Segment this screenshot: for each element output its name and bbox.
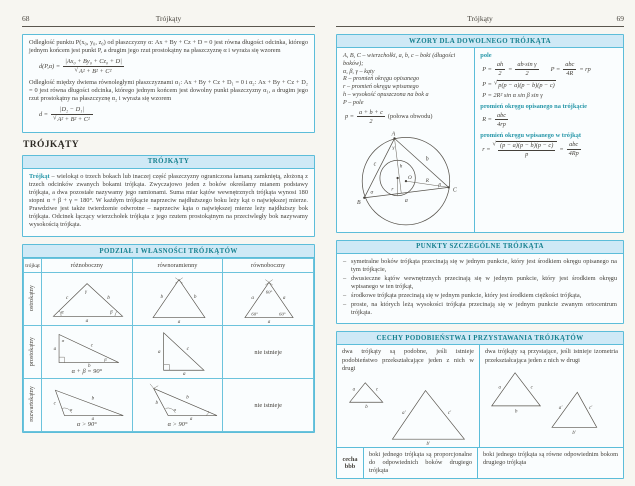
congruent-triangles-diagram bbox=[487, 367, 617, 437]
acute-isosceles-cell bbox=[132, 273, 223, 326]
radical-sign: √ bbox=[52, 114, 57, 122]
bullet-dash: – bbox=[343, 257, 347, 265]
svg-text:R: R bbox=[425, 177, 429, 184]
svg-text:a: a bbox=[498, 385, 501, 391]
svg-text:b′: b′ bbox=[426, 441, 430, 445]
classification-table bbox=[23, 258, 314, 432]
similarity-intro: dwa trójkąty są podobne, jeśli istnieje podobieństwo przekształcające jeden z nich w drugi bbox=[342, 348, 474, 372]
bullet-dash: – bbox=[343, 292, 347, 300]
page-left bbox=[22, 14, 315, 440]
svg-text:c: c bbox=[90, 341, 93, 348]
formulas-box bbox=[336, 34, 624, 233]
special-points-box bbox=[336, 240, 624, 325]
triangle-definition-title: TRÓJKĄTY bbox=[23, 156, 314, 169]
definition-text: – wielokąt o trzech bokach lub inaczej część płaszczyzny ograniczona łamaną zamkniętą, złożoną z trzech odcinków zwanych bokami trójkąta. Zwyczajowo jeden z boków określamy mianem podstawy trójkąta, a dwa pozostałe nazywamy jego ramionami. Suma miar kątów wewnętrznych trójkąta wynosi 180 stopni α + β + γ = 180°. W każdym trójkącie naprzeciw najdłuższego boku leży kąt o największej mierze. Prawdziwe jest także twierdzenie odwrotne – naprzeciw kąta o największej mierze leży najdłuższy bok trójkąta. Odcinek łączący wierzchołek trójkąta z jego rzutem prostokątnym na przeciwległy bok nazywamy wysokością trójkąta. bbox=[29, 172, 308, 229]
svg-text:β: β bbox=[104, 356, 107, 362]
svg-text:β: β bbox=[437, 182, 441, 189]
acute-isosceles-triangle-diagram bbox=[134, 274, 224, 324]
corner-cell: trójkąt bbox=[24, 259, 42, 273]
running-title-left: Trójkąty bbox=[155, 14, 182, 23]
row-header-acute: ostrokątny bbox=[24, 273, 42, 326]
svg-text:60°: 60° bbox=[279, 311, 286, 317]
plane-distance-box bbox=[22, 34, 315, 133]
svg-text:b: b bbox=[160, 294, 163, 301]
svg-text:a: a bbox=[251, 295, 255, 302]
svg-text:b′: b′ bbox=[571, 430, 576, 436]
page-number-left: 68 bbox=[22, 14, 30, 23]
svg-text:r: r bbox=[391, 186, 394, 193]
running-title-right: Trójkąty bbox=[467, 14, 493, 23]
svg-text:a: a bbox=[85, 318, 89, 324]
svg-text:O: O bbox=[407, 174, 412, 181]
svg-text:C: C bbox=[452, 187, 457, 194]
obtuse-isosceles-triangle-diagram bbox=[134, 383, 224, 421]
acute-equilateral-cell bbox=[223, 273, 314, 326]
svg-text:c: c bbox=[373, 161, 376, 168]
formulas-column bbox=[474, 48, 623, 232]
obtuse-scalene-caption: α > 90° bbox=[76, 421, 97, 429]
row-right bbox=[24, 326, 314, 379]
page-header-left bbox=[22, 14, 315, 27]
svg-text:b: b bbox=[155, 399, 158, 406]
svg-text:b: b bbox=[185, 393, 189, 400]
triangle-definition-box bbox=[22, 155, 315, 238]
right-scalene-caption: α + β = 90° bbox=[71, 368, 103, 376]
legend-line: P – pole bbox=[343, 98, 364, 106]
fraction bbox=[63, 58, 124, 75]
svg-text:a: a bbox=[283, 295, 286, 302]
obtuse-isosceles-caption: α > 90° bbox=[167, 421, 188, 429]
formula-lhs: p = bbox=[345, 113, 354, 121]
bbb-rule-row bbox=[337, 447, 623, 478]
fraction-numerator: |D₂ − D₁| bbox=[51, 106, 93, 115]
svg-text:a: a bbox=[177, 319, 180, 325]
obtuse-isosceles-cell bbox=[132, 379, 223, 432]
page-header-right bbox=[336, 14, 624, 27]
right-scalene-cell bbox=[42, 326, 133, 379]
svg-text:b: b bbox=[365, 404, 368, 410]
column-header-scalene: różnoboczny bbox=[42, 259, 133, 273]
circumradius-formula: R = $\frac{\text{abc}}{4rp}$ bbox=[482, 111, 507, 128]
column-header-equilateral: równoboczny bbox=[223, 259, 314, 273]
svg-text:c′: c′ bbox=[447, 410, 452, 416]
defined-term: Trójkąt bbox=[29, 172, 50, 180]
radicand: A² + B² + C² bbox=[57, 115, 90, 123]
svg-text:a: a bbox=[404, 197, 408, 204]
right-isosceles-triangle-diagram bbox=[134, 328, 224, 376]
svg-text:γ: γ bbox=[85, 290, 88, 296]
similarity-title: CECHY PODOBIEŃSTWA I PRZYSTAWANIA TRÓJKĄTÓW bbox=[337, 332, 623, 345]
obtuse-scalene-cell bbox=[42, 379, 133, 432]
bullet-dash: – bbox=[343, 301, 347, 309]
legend-line: h – wysokość opuszczona na bok a bbox=[343, 91, 429, 99]
svg-text:b: b bbox=[425, 155, 429, 162]
bullet-dash: – bbox=[343, 274, 347, 282]
half-perimeter-formula bbox=[345, 109, 470, 125]
fraction: $\frac{a + b + c}{2}$ bbox=[358, 108, 383, 125]
special-point-item: – dwusieczne kątów wewnętrznych przecinają się w jednym punkcie, który jest środkiem okręgu wpisanego w ten trójkąt, bbox=[343, 274, 617, 291]
incircle-circumcircle-diagram bbox=[348, 128, 466, 228]
svg-text:α: α bbox=[173, 406, 176, 412]
svg-text:c′: c′ bbox=[588, 405, 592, 411]
special-point-item: – środkowe trójkąta przecinają się w jednym punkcie, który jest środkiem ciężkości trójkąta, bbox=[343, 292, 582, 300]
bbb-rule-label: cecha bbb bbox=[337, 448, 364, 478]
svg-text:b: b bbox=[88, 362, 91, 368]
svg-text:b: b bbox=[193, 294, 197, 301]
area-formula-3: P = 2R² sin α sin β sin γ bbox=[482, 91, 543, 99]
bbb-congruence-rule: boki jednego trójkąta są równe odpowiednim bokom drugiego trójkąta bbox=[483, 450, 618, 466]
svg-text:c: c bbox=[53, 400, 56, 407]
svg-text:b: b bbox=[107, 295, 110, 302]
radical-sign: √ bbox=[74, 66, 78, 74]
svg-text:B: B bbox=[356, 199, 361, 206]
area-formula-1: P = $\frac{ah}{2}$ = $\frac{\text{ab·sin γ}}{2}$ P = $\frac{\text{abc}}{4R}$ = rp bbox=[482, 61, 591, 77]
svg-text:60°: 60° bbox=[266, 289, 273, 295]
svg-text:h: h bbox=[399, 163, 402, 170]
similar-triangles-diagram bbox=[343, 375, 473, 445]
svg-text:a: a bbox=[53, 345, 57, 352]
fraction-denominator bbox=[51, 115, 93, 123]
classification-box bbox=[22, 244, 315, 433]
radicand: A² + B² + C² bbox=[79, 67, 112, 75]
svg-text:a′: a′ bbox=[558, 405, 562, 411]
fraction-denominator bbox=[63, 67, 124, 75]
classification-header-row bbox=[24, 259, 314, 273]
inradius-formula: r = √ $\frac{(p - a)(p - b)(p - c)}{p}$ = $\frac{\text{abc}}{4Rp}$ bbox=[482, 140, 579, 158]
svg-text:c: c bbox=[375, 387, 379, 393]
svg-text:60°: 60° bbox=[251, 311, 259, 317]
svg-text:c: c bbox=[186, 346, 189, 353]
svg-text:γ: γ bbox=[392, 144, 395, 151]
radical-sign: √ bbox=[493, 79, 498, 87]
right-isosceles-cell bbox=[132, 326, 223, 379]
section-heading-triangles: TRÓJKĄTY bbox=[23, 139, 79, 150]
column-header-isosceles: równoramienny bbox=[132, 259, 223, 273]
fraction bbox=[51, 106, 93, 123]
point-plane-distance-formula bbox=[39, 58, 308, 75]
obtuse-equilateral-cell: nie istnieje bbox=[223, 379, 314, 432]
parallel-planes-distance-formula bbox=[39, 106, 308, 123]
legend-line: R – promień okręgu opisanego bbox=[343, 75, 420, 83]
svg-text:a: a bbox=[182, 371, 186, 377]
similarity-column bbox=[337, 345, 480, 446]
acute-scalene-cell bbox=[42, 273, 133, 326]
svg-text:c: c bbox=[65, 295, 69, 302]
classification-title: PODZIAŁ I WŁASNOŚCI TRÓJKĄTÓW bbox=[23, 245, 314, 258]
svg-text:a: a bbox=[189, 415, 193, 421]
svg-text:β: β bbox=[110, 310, 113, 316]
svg-text:a: a bbox=[352, 387, 356, 393]
area-heading: pole bbox=[480, 52, 492, 59]
equilateral-triangle-diagram bbox=[224, 274, 314, 324]
plane-distance-paragraph-1: Odległość punktu P(x₀, y₀, z₀) od płaszczyzny α: Ax + By + Cz + D = 0 jest równa długości odcinka, którego jednym końcem jest punkt P, a drugim jego rzut prostokątny na płaszczyznę α i wyraża się wzorem bbox=[29, 39, 308, 55]
special-point-item: – proste, na których leżą wysokości trójkąta przecinają się w jednym punkcie zwanym ortocentrum trójkąta. bbox=[343, 301, 617, 317]
svg-text:b: b bbox=[91, 394, 95, 401]
area-formula-2: P = √ p(p − a)(p − b)(p − c) bbox=[482, 79, 555, 89]
row-obtuse bbox=[24, 379, 314, 432]
svg-text:α: α bbox=[61, 337, 65, 343]
circumradius-heading: promień okręgu opisanego na trójkącie bbox=[480, 102, 588, 110]
formulas-legend-column bbox=[337, 48, 474, 232]
bbb-similarity-rule: boki jednego trójkąta są proporcjonalne do odpowiednich boków drugiego trójkąta bbox=[364, 448, 478, 478]
right-scalene-triangle-diagram bbox=[43, 330, 133, 368]
svg-text:a: a bbox=[91, 415, 95, 421]
row-header-obtuse: rozwartokątny bbox=[24, 379, 42, 432]
legend-line: α, β, γ – kąty bbox=[343, 67, 375, 75]
row-acute bbox=[24, 273, 314, 326]
svg-text:a: a bbox=[157, 349, 161, 356]
special-point-item: – symetralne boków trójkąta przecinają się w jednym punkcie, który jest środkiem okręgu opisanego na tym trójkącie, bbox=[343, 257, 617, 273]
congruence-intro: dwa trójkąty są przystające, jeśli istnieje izometria przekształcająca jeden z nich w drugi bbox=[485, 348, 618, 364]
formula-lhs: d = bbox=[39, 110, 48, 118]
formulas-title: WZORY DLA DOWOLNEGO TRÓJKĄTA bbox=[337, 35, 623, 48]
svg-text:A: A bbox=[391, 130, 395, 137]
special-points-title: PUNKTY SZCZEGÓLNE TRÓJKĄTA bbox=[337, 241, 623, 254]
svg-text:a′: a′ bbox=[402, 410, 406, 416]
row-header-right: prostokątny bbox=[24, 326, 42, 379]
plane-distance-paragraph-2: Odległość między dwiema równoległymi płaszczyznami α₁: Ax + By + Cz + D₁ = 0 i α₂: Ax + By + Cz + D₂ = 0 jest równa długości odcinka, którego jednym końcem jest dowolny punkt płaszczyzny α₁, a drugim jego rzut prostokątny na płaszczyznę α₂ i wyraża się wzorem bbox=[29, 78, 308, 102]
legend-line: r – promień okręgu wpisanego bbox=[343, 83, 419, 91]
radical-sign: √ bbox=[492, 140, 497, 147]
fraction-numerator: |Ax₀ + By₀ + Cz₀ + D| bbox=[65, 58, 122, 66]
svg-text:α: α bbox=[69, 406, 73, 412]
triangle-definition-body bbox=[23, 169, 314, 235]
obtuse-scalene-triangle-diagram bbox=[43, 383, 133, 421]
svg-text:α: α bbox=[370, 189, 373, 196]
acute-scalene-triangle-diagram bbox=[43, 275, 133, 323]
svg-text:α: α bbox=[61, 310, 64, 316]
half-perimeter-note: (połowa obwodu) bbox=[387, 113, 433, 121]
svg-text:a: a bbox=[268, 319, 271, 325]
similarity-box bbox=[336, 331, 624, 478]
svg-text:c: c bbox=[530, 385, 533, 391]
page-right bbox=[336, 14, 624, 486]
page-number-right: 69 bbox=[616, 14, 624, 23]
congruence-column bbox=[480, 345, 623, 446]
inradius-heading: promień okręgu wpisanego w trójkąt bbox=[480, 131, 581, 139]
formula-lhs: d(P,α) = bbox=[39, 62, 61, 70]
legend-line: A, B, C – wierzchołki, a, b, c – boki (długości boków); bbox=[343, 52, 456, 67]
right-equilateral-cell: nie istnieje bbox=[223, 326, 314, 379]
svg-text:b: b bbox=[514, 409, 517, 415]
